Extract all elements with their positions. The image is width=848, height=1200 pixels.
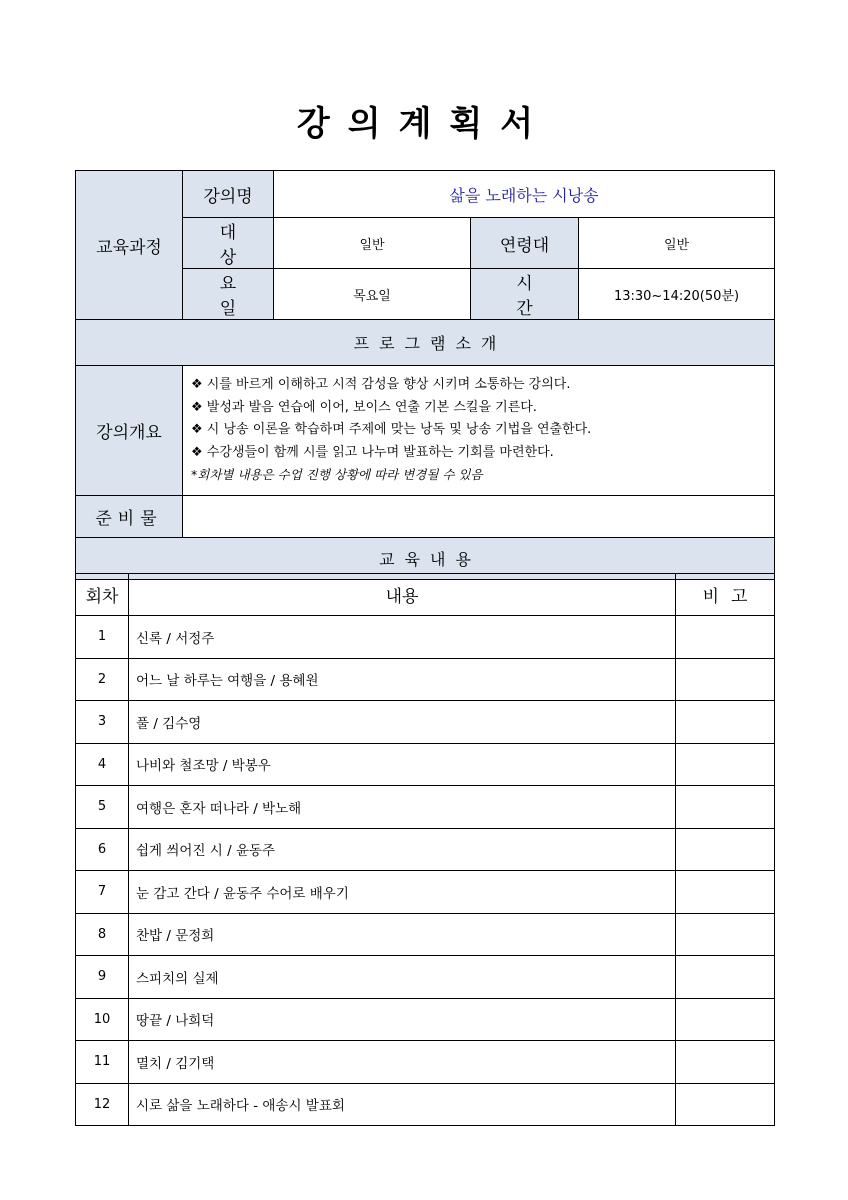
session-row: [76, 913, 775, 956]
session-row: [76, 786, 775, 829]
session-content: 나비와 철조망 / 박봉우: [129, 743, 676, 786]
session-num: 6: [76, 828, 129, 871]
materials-label: 준비물: [76, 496, 183, 538]
session-content: 신록 / 서정주: [129, 616, 676, 659]
overview-item: ❖ 시를 바르게 이해하고 시적 감성을 향상 시키며 소통하는 강의다.: [191, 377, 571, 393]
materials-value: [183, 496, 775, 538]
session-num: 5: [76, 786, 129, 829]
session-remark: [676, 871, 775, 914]
session-remark-header: 비고: [676, 574, 775, 616]
age-value: 일반: [579, 218, 775, 269]
overview-content: [183, 366, 775, 496]
document-title: 강의계획서: [296, 104, 552, 144]
target-label: 대 상: [183, 218, 274, 269]
program-intro-heading: 프로그램소개: [76, 320, 775, 366]
session-row: [76, 998, 775, 1041]
day-value: 목요일: [274, 269, 471, 320]
session-remark: [676, 743, 775, 786]
session-remark: [676, 956, 775, 999]
session-remark: [676, 1041, 775, 1084]
session-row: [76, 1041, 775, 1084]
session-row: [76, 1083, 775, 1126]
session-row: [76, 828, 775, 871]
overview-item: ❖ 시 낭송 이론을 학습하며 주제에 맞는 낭독 및 낭송 기법을 연출한다.: [191, 422, 592, 438]
course-info-table: [75, 170, 775, 580]
session-content: 눈 감고 간다 / 윤동주 수어로 배우기: [129, 871, 676, 914]
session-num: 2: [76, 658, 129, 701]
session-remark: [676, 701, 775, 744]
age-label: 연령대: [471, 218, 579, 269]
session-num: 12: [76, 1083, 129, 1126]
session-num: 8: [76, 913, 129, 956]
session-content: 멸치 / 김기택: [129, 1041, 676, 1084]
session-row: [76, 956, 775, 999]
session-row: [76, 871, 775, 914]
sessions-table: [75, 573, 775, 1126]
session-num-header: 회차: [76, 574, 129, 616]
session-content: 여행은 혼자 떠나라 / 박노해: [129, 786, 676, 829]
session-remark: [676, 658, 775, 701]
session-content: 쉽게 씌어진 시 / 윤동주: [129, 828, 676, 871]
session-row: [76, 701, 775, 744]
session-num: 1: [76, 616, 129, 659]
session-content: 풀 / 김수영: [129, 701, 676, 744]
overview-item: ❖ 발성과 발음 연습에 이어, 보이스 연출 기본 스킬을 기른다.: [191, 399, 537, 415]
session-content: 찬밥 / 문정희: [129, 913, 676, 956]
overview-label: 강의개요: [76, 366, 183, 496]
session-remark: [676, 616, 775, 659]
session-num: 3: [76, 701, 129, 744]
session-row: [76, 616, 775, 659]
course-name-label: 강의명: [183, 171, 274, 218]
time-value: 13:30~14:20(50분): [579, 269, 775, 320]
session-num: 9: [76, 956, 129, 999]
session-content: 스피치의 실제: [129, 956, 676, 999]
session-remark: [676, 1083, 775, 1126]
session-remark: [676, 786, 775, 829]
time-label: 시 간: [471, 269, 579, 320]
session-content: 시로 삶을 노래하다 - 애송시 발표회: [129, 1083, 676, 1126]
session-remark: [676, 998, 775, 1041]
session-remark: [676, 913, 775, 956]
session-num: 4: [76, 743, 129, 786]
education-heading: 교육내용: [76, 538, 775, 580]
target-value: 일반: [274, 218, 471, 269]
session-num: 10: [76, 998, 129, 1041]
session-num: 7: [76, 871, 129, 914]
session-content: 땅끝 / 나희덕: [129, 998, 676, 1041]
session-row: [76, 743, 775, 786]
day-label: 요 일: [183, 269, 274, 320]
session-remark: [676, 828, 775, 871]
course-name-value: 삶을 노래하는 시낭송: [274, 171, 775, 218]
session-num: 11: [76, 1041, 129, 1084]
overview-item: ❖ 수강생들이 함께 시를 읽고 나누며 발표하는 기회를 마련한다.: [191, 444, 554, 460]
session-content-header: 내용: [129, 574, 676, 616]
overview-note: *회차별 내용은 수업 진행 상황에 따라 변경될 수 있음: [191, 467, 483, 483]
category-label: 교육과정: [76, 171, 183, 320]
session-row: [76, 658, 775, 701]
session-content: 어느 날 하루는 여행을 / 용혜원: [129, 658, 676, 701]
